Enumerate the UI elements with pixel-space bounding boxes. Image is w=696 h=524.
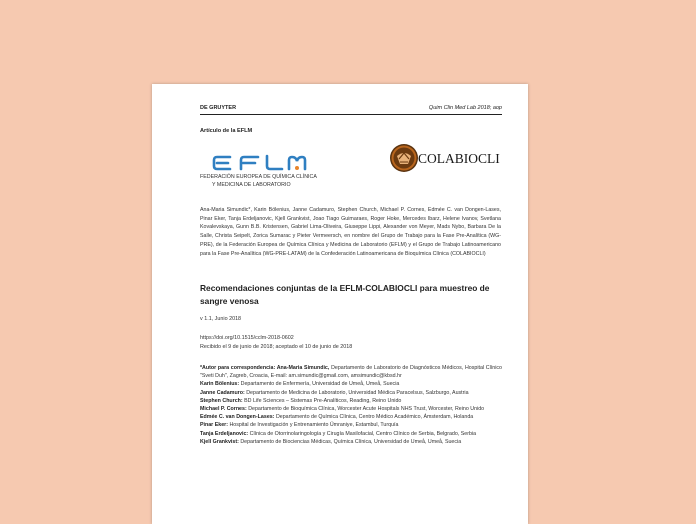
journal-citation: Quim Clin Med Lab 2018; aop xyxy=(428,105,502,111)
affiliation-name: Kjell Grankvist: xyxy=(200,438,239,445)
eflm-subtitle xyxy=(200,173,317,189)
doi-block xyxy=(200,334,352,351)
affiliation-name: Janne Cadamuro: xyxy=(200,389,245,396)
affiliation-item xyxy=(200,413,502,421)
affiliation-name: Karin Bölenius: xyxy=(200,381,240,388)
colabiocli-logo xyxy=(390,141,510,180)
affiliation-text: Departamento de Laboratorio de Diagnósticos Médicos, Hospital Clínico "Sveti Duh", Zagreb, Croacia, E-mail: am.simundic@gmail.com, amsimundic@kbsd.hr xyxy=(200,365,502,380)
affiliation-name: *Autor para correspondencia: Ana-Maria Simundic, xyxy=(200,365,330,371)
eflm-subtitle-line2: Y MEDICINA DE LABORATORIO xyxy=(212,182,291,188)
affiliation-name: Pinar Eker: xyxy=(200,422,228,429)
affiliation-text: Hospital de Investigación y Entrenamiento Ümraniye, Estambul, Turquía xyxy=(227,422,399,429)
affiliation-item xyxy=(200,364,502,380)
affiliation-text: Departamento de Enfermería, Universidad de Umeå, Umeå, Suecia xyxy=(239,381,400,388)
affiliation-text: BD Life Sciences – Sistemas Pre-Analíticos, Reading, Reino Unido xyxy=(242,397,402,404)
publisher-name: DE GRUYTER xyxy=(200,105,237,111)
article-title: Recomendaciones conjuntas de la EFLM-COLABIOCLI para muestreo de sangre venosa xyxy=(200,283,490,306)
affiliation-text: Departamento de Medicina de Laboratorio, Universidad Médica Paracelsus, Salzburgo, Austria xyxy=(244,389,469,396)
running-header xyxy=(200,104,502,115)
colabiocli-logo-text: COLABIOCLI xyxy=(418,151,500,166)
colabiocli-logo-mark xyxy=(390,141,510,175)
affiliation-text: Departamento de Química Clínica, Centro Médico Académico, Ámsterdam, Holanda xyxy=(274,414,474,421)
doi-link[interactable]: https://doi.org/10.1515/cclm-2018-0602 xyxy=(200,335,294,341)
eflm-logo-mark xyxy=(212,154,312,172)
affiliation-item xyxy=(200,389,502,397)
affiliation-text: Departamento de Bioquímica Clínica, Worcester Acute Hospitals NHS Trust, Worcester, Reino Unido xyxy=(246,406,485,413)
received-date: Recibido el 9 de junio de 2018; aceptado el 10 de junio de 2018 xyxy=(200,343,353,350)
affiliation-name: Tanja Erdeljanovic: xyxy=(200,430,249,437)
affiliation-name: Michael P. Cornes: xyxy=(200,406,247,413)
affiliation-name: Edmée C. van Dongen-Lases: xyxy=(200,414,275,421)
affiliation-item xyxy=(200,405,502,413)
affiliation-item xyxy=(200,397,502,405)
version-line: v 1.1, Junio 2018 xyxy=(200,316,242,322)
affiliation-name: Stephen Church: xyxy=(200,397,243,404)
affiliation-item xyxy=(200,438,502,446)
author-list: Ana-Maria Simundic*, Karin Bölenius, Janne Cadamuro, Stephen Church, Michael P. Cornes, Edmée C. van Dongen-Lases, Pinar Eker, Tanja Erdeljanovic, Kjell Grankvist, Joao Tiago Guimaraes, Roger Hoke, Mercedes Ibarz, Helene Ivanov, Svetlana Kovalevskaya, Gunn B.B. Kristensen, Gabriel Lima-Oliveira, Giuseppe Lippi, Alexander von Meyer, Mads Nybo, Barbara De la Salle, Christa Seipelt, Zorica Sumarac y Pieter Vermeersch, en nombre del Grupo de Trabajo para la Fase Pre-Analítica (WG-PRE), de la Federación Europea de Química Clínica y Medicina de Laboratorio (EFLM) y el Grupo de Trabajo Latinoamericano para la Fase Pre-Analítica (WG-PRE-LATAM) de la Confederación Latinoamericana de Bioquímica Clínica (COLABIOCLI) xyxy=(200,207,501,257)
affiliation-item xyxy=(200,430,502,438)
affiliation-text: Clínica de Otorrinolaringología y Cirugía Maxilofacial, Centro Clínico de Serbia, Belgrado, Serbia xyxy=(248,430,477,437)
affiliation-text: Departamento de Biociencias Médicas, Química Clínica, Universidad de Umeå, Umeå, Suecia xyxy=(238,438,462,445)
eflm-subtitle-line1: FEDERACIÓN EUROPEA DE QUÍMICA CLÍNICA xyxy=(200,174,317,180)
affiliations xyxy=(200,364,502,446)
article-type: Artículo de la EFLM xyxy=(200,128,253,134)
affiliation-item xyxy=(200,421,502,429)
document-page xyxy=(152,84,528,524)
affiliation-item xyxy=(200,380,502,388)
